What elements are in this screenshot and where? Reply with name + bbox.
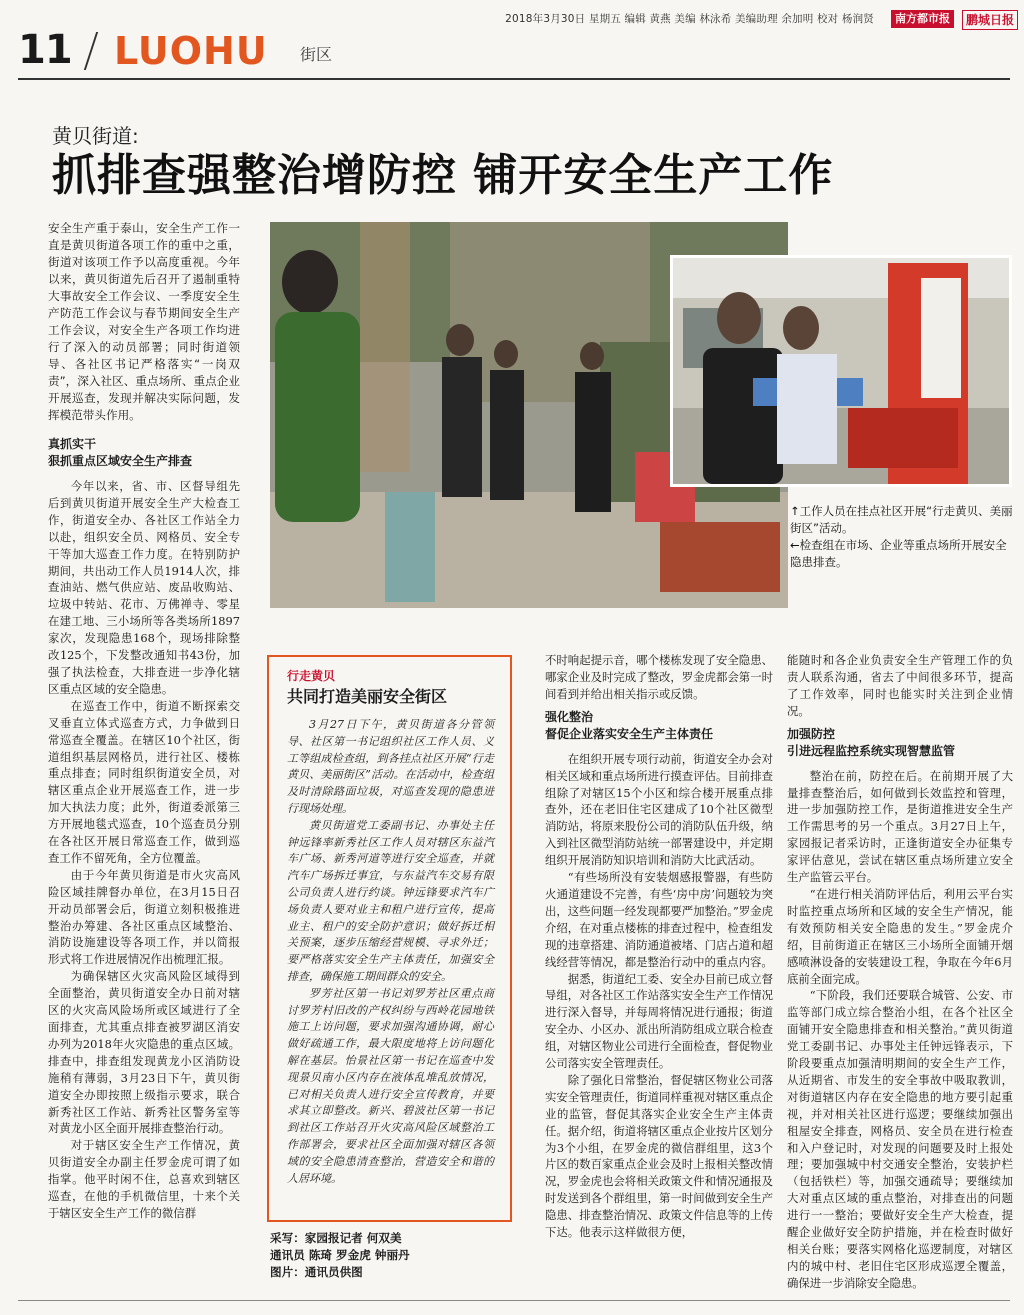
article-lead: 安全生产重于泰山，安全生产工作一直是黄贝街道各项工作的重中之重，街道对该项工作予以高度重视。今年以来，黄贝街道先后召开了遏制重特大事故安全工作会议、一季度安全生产防范工作会议与春节期间安全生产工作会议，对安全生产各项工作均进行了深入的动员部署；同时街道领导、各社区书记严格落实“一岗双责”，深入社区、重点场所、重点企业开展巡查，发现并解决实际问题，发挥模范带头作用。 [48,221,240,422]
edition-logo: 鹏城日报 [962,10,1018,30]
page-number: 11 [18,27,72,73]
section2-tag: 强化整治 [545,709,594,724]
sidebar-paragraph: 3月27日下午，黄贝街道各分管领导、社区第一书记组织社区工作人员、义工等组成检查组，到各挂点社区开展“行走黄贝、美丽街区”活动。在活动中，检查组及时清除路面垃圾，对巡查发现的隐患进行现场处理。 [287,718,494,815]
photo-caption [790,503,1018,571]
inset-photo [670,255,1012,487]
sidebar-box [267,655,512,1222]
paragraph: 除了强化日常整治，督促辖区物业公司落实安全管理责任，街道同样重视对辖区重点企业的监管，督促其落实企业安全生产主体责任。据介绍，街道将辖区重点企业按片区划分为3个小组，在罗金虎的微信群组里，这3个片区的数百家重点企业会及时上报相关整改情况，罗金虎也会将相关政策文件和情况通报及时发送到各个群组里，第一时间做到安全生产隐患、排查整治情况、政策文件信息等的上传下达。他表示这样做很方便， [545,1072,773,1240]
masthead-slash [84,32,98,70]
sidebar-title: 共同打造美丽安全街区 [287,687,448,706]
top-meta-bar [0,8,1024,30]
byline-correspondents: 通讯员 陈琦 罗金虎 钟丽丹 [270,1248,410,1262]
paragraph: 对于辖区安全生产工作情况，黄贝街道安全办副主任罗金虎可谓了如指掌。他平时闲不住，总喜欢到辖区巡查，在他的手机微信里，十来个关于辖区安全生产工作的微信群 [48,1138,240,1220]
article-headline: 抓排查强整治增防控 铺开安全生产工作 [52,150,834,201]
paragraph: 据悉，街道纪工委、安全办目前已成立督导组，对各社区工作站落实安全生产工作情况进行深入督导，并每周将情况进行通报；街道安全办、小区办、派出所消防组成立联合检查组，对辖区物业公司进行全面检查，督促物业公司落实安全管理责任。 [545,971,773,1071]
column-4 [787,652,1013,1292]
caption-line-1: ↑工作人员在挂点社区开展“行走黄贝、美丽街区”活动。 [790,504,1013,535]
paragraph: 在巡查工作中，街道不断探索交叉垂直立体式巡查方式，力争做到日常巡查全覆盖。在辖区10个社区，街道组织基层网格员，进行社区、楼栋重点排查；同时组织街道安全员，对辖区重点企业开展巡查工作，进一步加大执法力度；此外，街道委派第三方开展地毯式巡查，10个巡查员分别在各社区开展日常巡查工作，做到巡查工作不留死角，全方位覆盖。 [48,698,240,865]
paragraph: 不时响起提示音，哪个楼栋发现了安全隐患、哪家企业及时完成了整改，罗金虎都会第一时间看到并给出相关指示或反馈。 [545,653,773,701]
paragraph: “有些场所没有安装烟感报警器，有些防火通道建设不完善，有些‘房中房’问题较为突出，这些问题一经发现都要严加整治。”罗金虎介绍，在对重点楼栋的排查过程中，检查组发现的违章搭建、消防通道被堵、门店占道和超线经营等情况，都是整治行动中的重点内容。 [545,870,773,969]
issue-meta: 2018年3月30日 星期五 编辑 黄燕 美编 林泳希 美编助理 余加明 校对 杨润贤 [505,13,874,25]
masthead-rule [18,78,1010,80]
inset-photo-image [673,258,1009,484]
article-kicker: 黄贝街道: [52,124,139,148]
paper-logo: 南方都市报 [891,10,954,28]
paragraph: 整治在前，防控在后。在前期开展了大量排查整治后，如何做到长效监控和管理，进一步加强防控工作，是街道推进安全生产工作需思考的另一个重点。3月27日上午，家园报记者采访时，正逢街道安全办征集专家评估意见，尝试在辖区重点场所建立安全生产监管云平台。 [787,768,1013,885]
section3-tag: 加强防控 [787,726,836,741]
byline [270,1230,520,1281]
caption-line-2: ←检查组在市场、企业等重点场所开展安全隐患排查。 [790,538,1007,569]
byline-photo: 图片：通讯员供图 [270,1265,363,1279]
paragraph: 能随时和各企业负责安全生产管理工作的负责人联系沟通，省去了中间很多环节，提高了工作效率，同时也能实时关注到企业情况。 [787,653,1013,718]
paragraph: “下阶段，我们还要联合城管、公安、市监等部门成立综合整治小组，在各个社区全面铺开安全隐患排查和相关整治。”黄贝街道党工委副书记、办事处主任钟远锋表示，下阶段要重点加强清明期间的安全生产工作，从近期省、市发生的安全事故中吸取教训，对街道辖区内存在安全隐患的地方要引起重视，并对相关社区进行巡逻；要继续加强出租屋安全排查，网格员、安全员在进行检查和入户登记时，对发现的问题要及时上报处理；要加强城中村交通安全整治，安装护栏（包括铁栏）等，加强交通疏导；要继续加大对重点区域的重点整治，对排查出的问题进行一一整治；要做好安全生产大检查，提醒企业做好安全防护措施，并在检查时做好相关台账；要落实网格化巡逻制度，对辖区内的城中村、老旧住宅区形成巡逻全覆盖，确保进一步消除安全隐患。 [787,988,1013,1290]
section-masthead [18,28,1008,74]
paragraph: 今年以来，省、市、区督导组先后到黄贝街道开展安全生产大检查工作，街道安全办、各社区工作站全力以赴，组织安全员、网格员、安全专干等加大巡查工作力度。在特别防护期间，共出动工作人员1914人次，排查油站、燃气供应站、废品收购站、垃圾中转站、花市、万佛禅寺、零星在建工地、三小场所等各类场所1897家次，发现隐患168个，现场排除整改125个，下发整改通知书43份，加强了执法检查，大排查进一步净化辖区重点区域的安全隐患。 [48,479,240,696]
sidebar-text [287,717,494,1187]
paragraph: “在进行相关消防评估后，利用云平台实时监控重点场所和区域的安全生产情况，能有效预防相关安全隐患的发生。”罗金虎介绍，目前街道正在辖区三小场所全面铺开烟感喷淋设备的安装建设工程，争取在今年6月底前全面完成。 [787,886,1013,986]
byline-reporter: 采写：家园报记者 何双美 [270,1231,402,1245]
sidebar-paragraph: 黄贝街道党工委副书记、办事处主任钟远锋率新秀社区工作人员对辖区东益汽车广场、新秀河道等进行安全巡查，并就汽车广场拆迁事宜，与东益汽车交易有限公司负责人进行约谈。钟远锋要求汽车广场负责人要对业主和租户进行宣传，提高业主、租户的安全防护意识；做好拆迁相关预案，逐步压缩经营规模、寻求外迁；要严格落实安全生产主体责任，加强安全排查，确保施工期间群众的安全。 [287,818,494,983]
section2-title: 督促企业落实安全生产主体责任 [545,726,714,741]
column-1 [48,220,240,1222]
subsection-name: 街区 [300,45,333,64]
paragraph: 由于今年黄贝街道是市火灾高风险区域挂牌督办单位，在3月15日召开动员部署会后，街道立刻积极推进整治办筹建、各社区重点区域整治、消防设施建设等各项工作，并以简报形式将工作进展情况作出梳理汇报。 [48,867,240,967]
column-3 [545,652,773,1241]
sidebar-paragraph: 罗芳社区第一书记刘罗芳社区重点商讨罗芳村旧改的产权纠纷与西岭花园地铁施工上访问题，要求加强沟通协调，耐心做好疏通工作，最大限度地将上访问题化解在基层。怡景社区第一书记在巡查中发现景贝南小区内存在液体乱堆乱放情况，已对相关负责人进行安全宣传教育，并要求其立即整改。新兴、碧波社区第一书记到社区工作站召开火灾高风险区域整治工作部署会，要求社区全面加强对辖区各领域的安全隐患清查整治，营造安全和谐的人居环境。 [287,986,494,1185]
paragraph: 在组织开展专项行动前，街道安全办会对相关区域和重点场所进行摸查评估。目前排查组除了对辖区15个小区和综合楼开展重点排查外，还在老旧住宅区建成了10个社区微型消防站，将原来股份公司的消防队伍升级，纳入到社区微型消防站统一部署建设中，并定期组织开展消防知识培训和消防大比武活动。 [545,751,773,868]
section1-title: 狠抓重点区域安全生产排查 [48,454,193,468]
section3-title: 引进远程监控系统实现智慧监管 [787,743,956,758]
paragraph: 为确保辖区火灾高风险区域得到全面整治，黄贝街道安全办日前对辖区的火灾高风险场所或区域进行了全面排查，尤其重点排查被罗湖区消安办列为2018年火灾隐患的重点区域。排查中，排查组发现黄龙小区消防设施稍有薄弱，3月23日下午，黄贝街道安全办即按照上级指示要求，联合新秀社区工作站、新秀社区警务室等对黄龙小区全面开展排查整治行动。 [48,969,240,1136]
section-name: LUOHU [114,29,268,73]
section1-tag: 真抓实干 [48,437,97,451]
bottom-rule [18,1300,1010,1301]
sidebar-tag: 行走黄贝 [287,669,336,683]
